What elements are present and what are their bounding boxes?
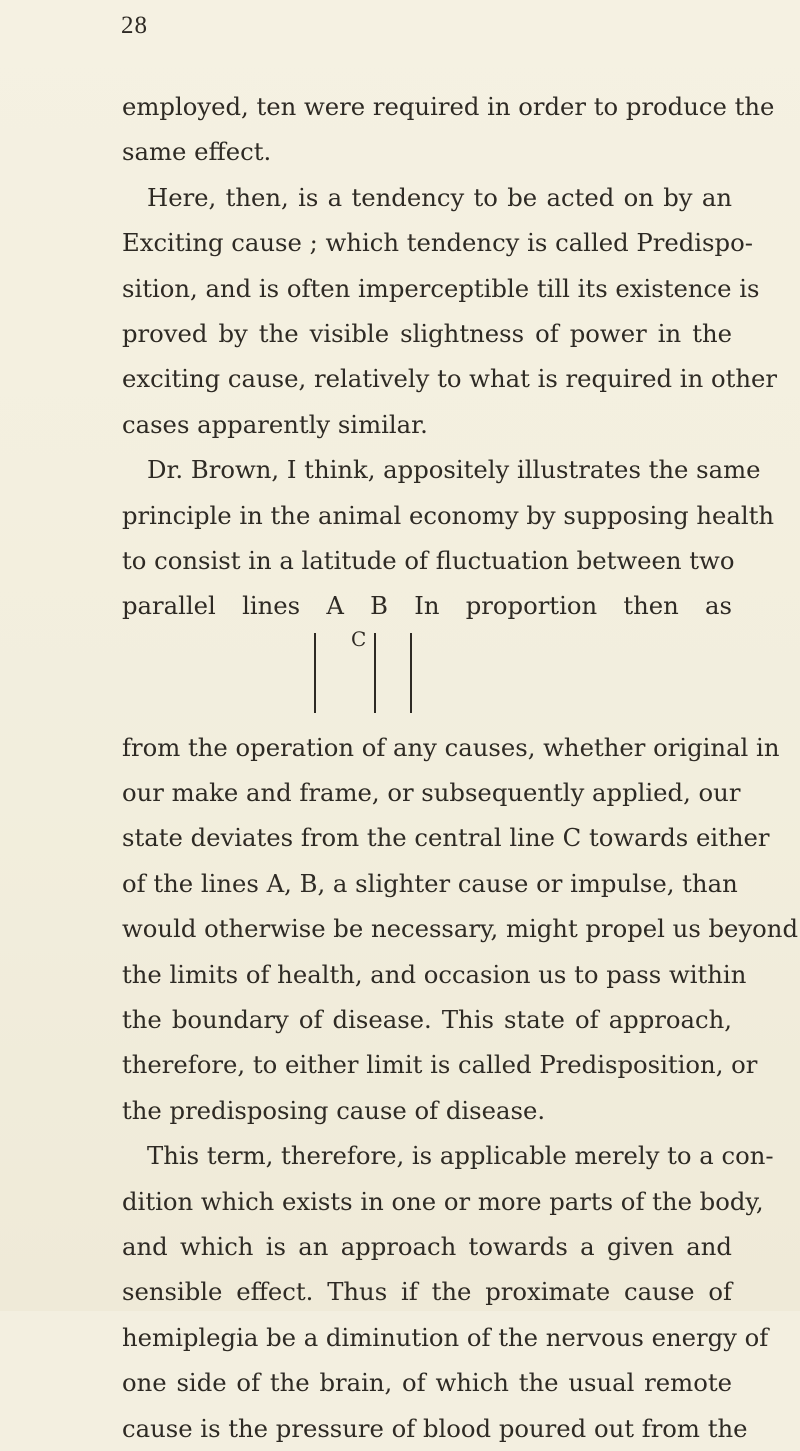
- text-line: dition which exists in one or more parts of the body,: [122, 1186, 764, 1216]
- line-b-rule: [410, 633, 412, 713]
- text-line: employed, ten were required in order to produce the: [122, 92, 775, 121]
- text-line: and which is an approach towards a given and: [122, 1231, 732, 1261]
- text-line: principle in the animal economy by supposing health: [122, 500, 775, 530]
- text-line: proved by the visible slightness of power in the: [122, 318, 732, 348]
- line-c-rule: [374, 633, 376, 713]
- page-number: 28: [121, 12, 148, 39]
- text-line: would otherwise be necessary, might propel us beyond: [122, 914, 798, 944]
- text-line: cases apparently similar.: [122, 409, 428, 439]
- text-line: to consist in a latitude of fluctuation between two: [122, 545, 735, 575]
- text-line: parallel lines A B In proportion then as: [122, 591, 732, 621]
- text-line: cause is the pressure of blood poured out from the: [122, 1413, 748, 1443]
- text-line: sition, and is often imperceptible till its existence is: [122, 273, 760, 303]
- text-line: the predisposing cause of disease.: [122, 1095, 546, 1125]
- text-line: of the lines A, B, a slighter cause or impulse, than: [122, 868, 738, 898]
- center-line-label: C: [351, 626, 367, 651]
- text-line: the boundary of disease. This state of approach,: [122, 1005, 732, 1035]
- text-line: hemiplegia be a diminution of the nervous energy of: [122, 1322, 769, 1352]
- text-line: state deviates from the central line C towards either: [122, 823, 770, 853]
- text-line: exciting cause, relatively to what is required in other: [122, 364, 777, 394]
- text-line: from the operation of any causes, whether original in: [122, 732, 780, 762]
- paragraph-start-line: Dr. Brown, I think, appositely illustrates the same: [147, 455, 761, 485]
- line-a-rule: [314, 633, 316, 713]
- paragraph-start-line: Here, then, is a tendency to be acted on by an: [147, 182, 732, 212]
- text-line: one side of the brain, of which the usual remote: [122, 1368, 732, 1398]
- text-line: Exciting cause ; which tendency is called Predispo-: [122, 228, 753, 258]
- body-text: [122, 84, 798, 1451]
- text-line: same effect.: [122, 137, 272, 167]
- text-line: the limits of health, and occasion us to pass within: [122, 959, 747, 989]
- text-line: therefore, to either limit is called Predisposition, or: [122, 1050, 758, 1080]
- text-line: sensible effect. Thus if the proximate cause of: [122, 1277, 732, 1307]
- paragraph-start-line: This term, therefore, is applicable merely to a con-: [147, 1141, 774, 1171]
- parallel-lines-diagram: [122, 626, 732, 725]
- text-line: our make and frame, or subsequently applied, our: [122, 778, 741, 808]
